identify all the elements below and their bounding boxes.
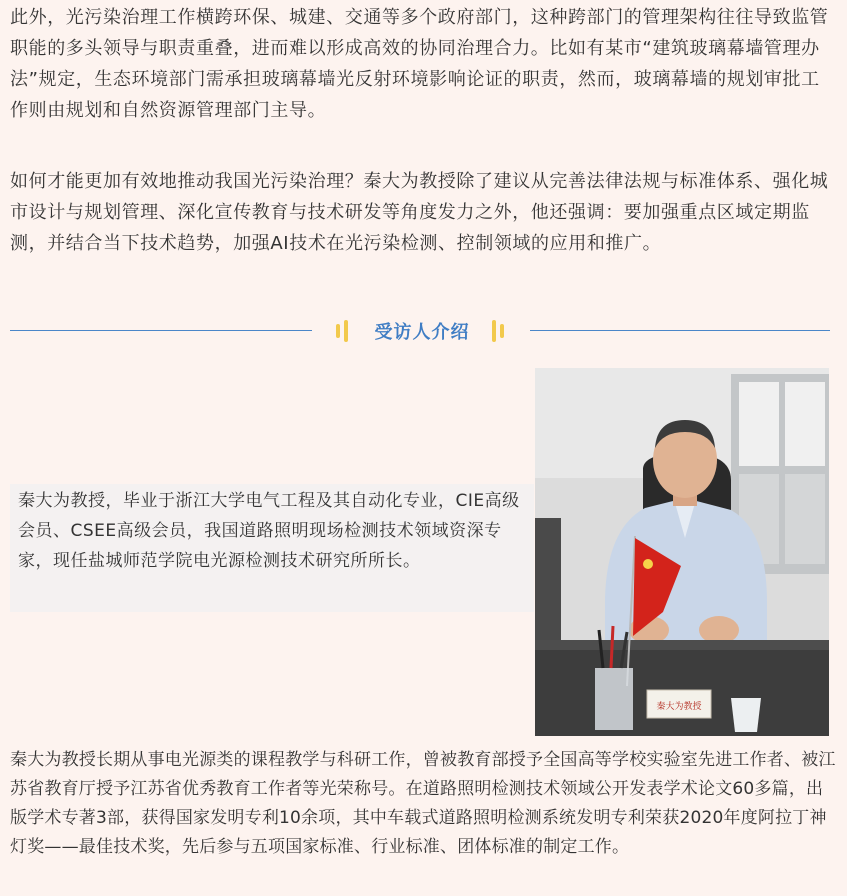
article-paragraph-2: 如何才能更加有效地推动我国光污染治理？秦大为教授除了建议从完善法律法规与标准体系、强化城市设计与规划管理、深化宣传教育与技术研发等角度发力之外，他还强调：要加强重点区域定期监测，并结合当下技术趋势，加强AI技术在光污染检测、控制领域的应用和推广。 bbox=[10, 171, 829, 254]
section-title: 受访人介绍 bbox=[374, 322, 470, 343]
interviewee-bio-card bbox=[10, 484, 534, 612]
divider-line-right bbox=[530, 330, 830, 331]
article-paragraph-1: 此外，光污染治理工作横跨环保、城建、交通等多个政府部门，这种跨部门的管理架构往往导致监管职能的多头领导与职责重叠，进而难以形成高效的协同治理合力。比如有某市“建筑玻璃幕墙管理办法”规定，生态环境部门需承担玻璃幕墙光反射环境影响论证的职责，然而，玻璃幕墙的规划审批工作则由规划和自然资源管理部门主导。 bbox=[10, 7, 829, 121]
divider-accent-right-2 bbox=[500, 324, 504, 338]
divider-accent-left-1 bbox=[336, 324, 340, 338]
section-divider bbox=[0, 312, 847, 350]
interviewee-bio: 秦大为教授，毕业于浙江大学电气工程及其自动化专业，CIE高级会员、CSEE高级会员，我国道路照明现场检测技术领域资深专家，现任盐城师范学院电光源检测技术研究所所长。 bbox=[18, 491, 520, 571]
photo-nameplate: 秦大为教授 bbox=[656, 702, 702, 712]
divider-accent-right-1 bbox=[492, 320, 496, 342]
divider-accent-left-2 bbox=[344, 320, 348, 342]
interviewee-photo bbox=[535, 368, 829, 736]
divider-line-left bbox=[10, 330, 312, 331]
interviewee-details: 秦大为教授长期从事电光源类的课程教学与科研工作，曾被教育部授予全国高等学校实验室先进工作者、被江苏省教育厅授予江苏省优秀教育工作者等光荣称号。在道路照明检测技术领域公开发表学术论文60多篇，出版学术专著3部，获得国家发明专利10余项，其中车载式道路照明检测系统发明专利荣获2020年度阿拉丁神灯奖——最佳技术奖，先后参与五项国家标准、行业标准、团体标准的制定工作。 bbox=[10, 750, 836, 857]
